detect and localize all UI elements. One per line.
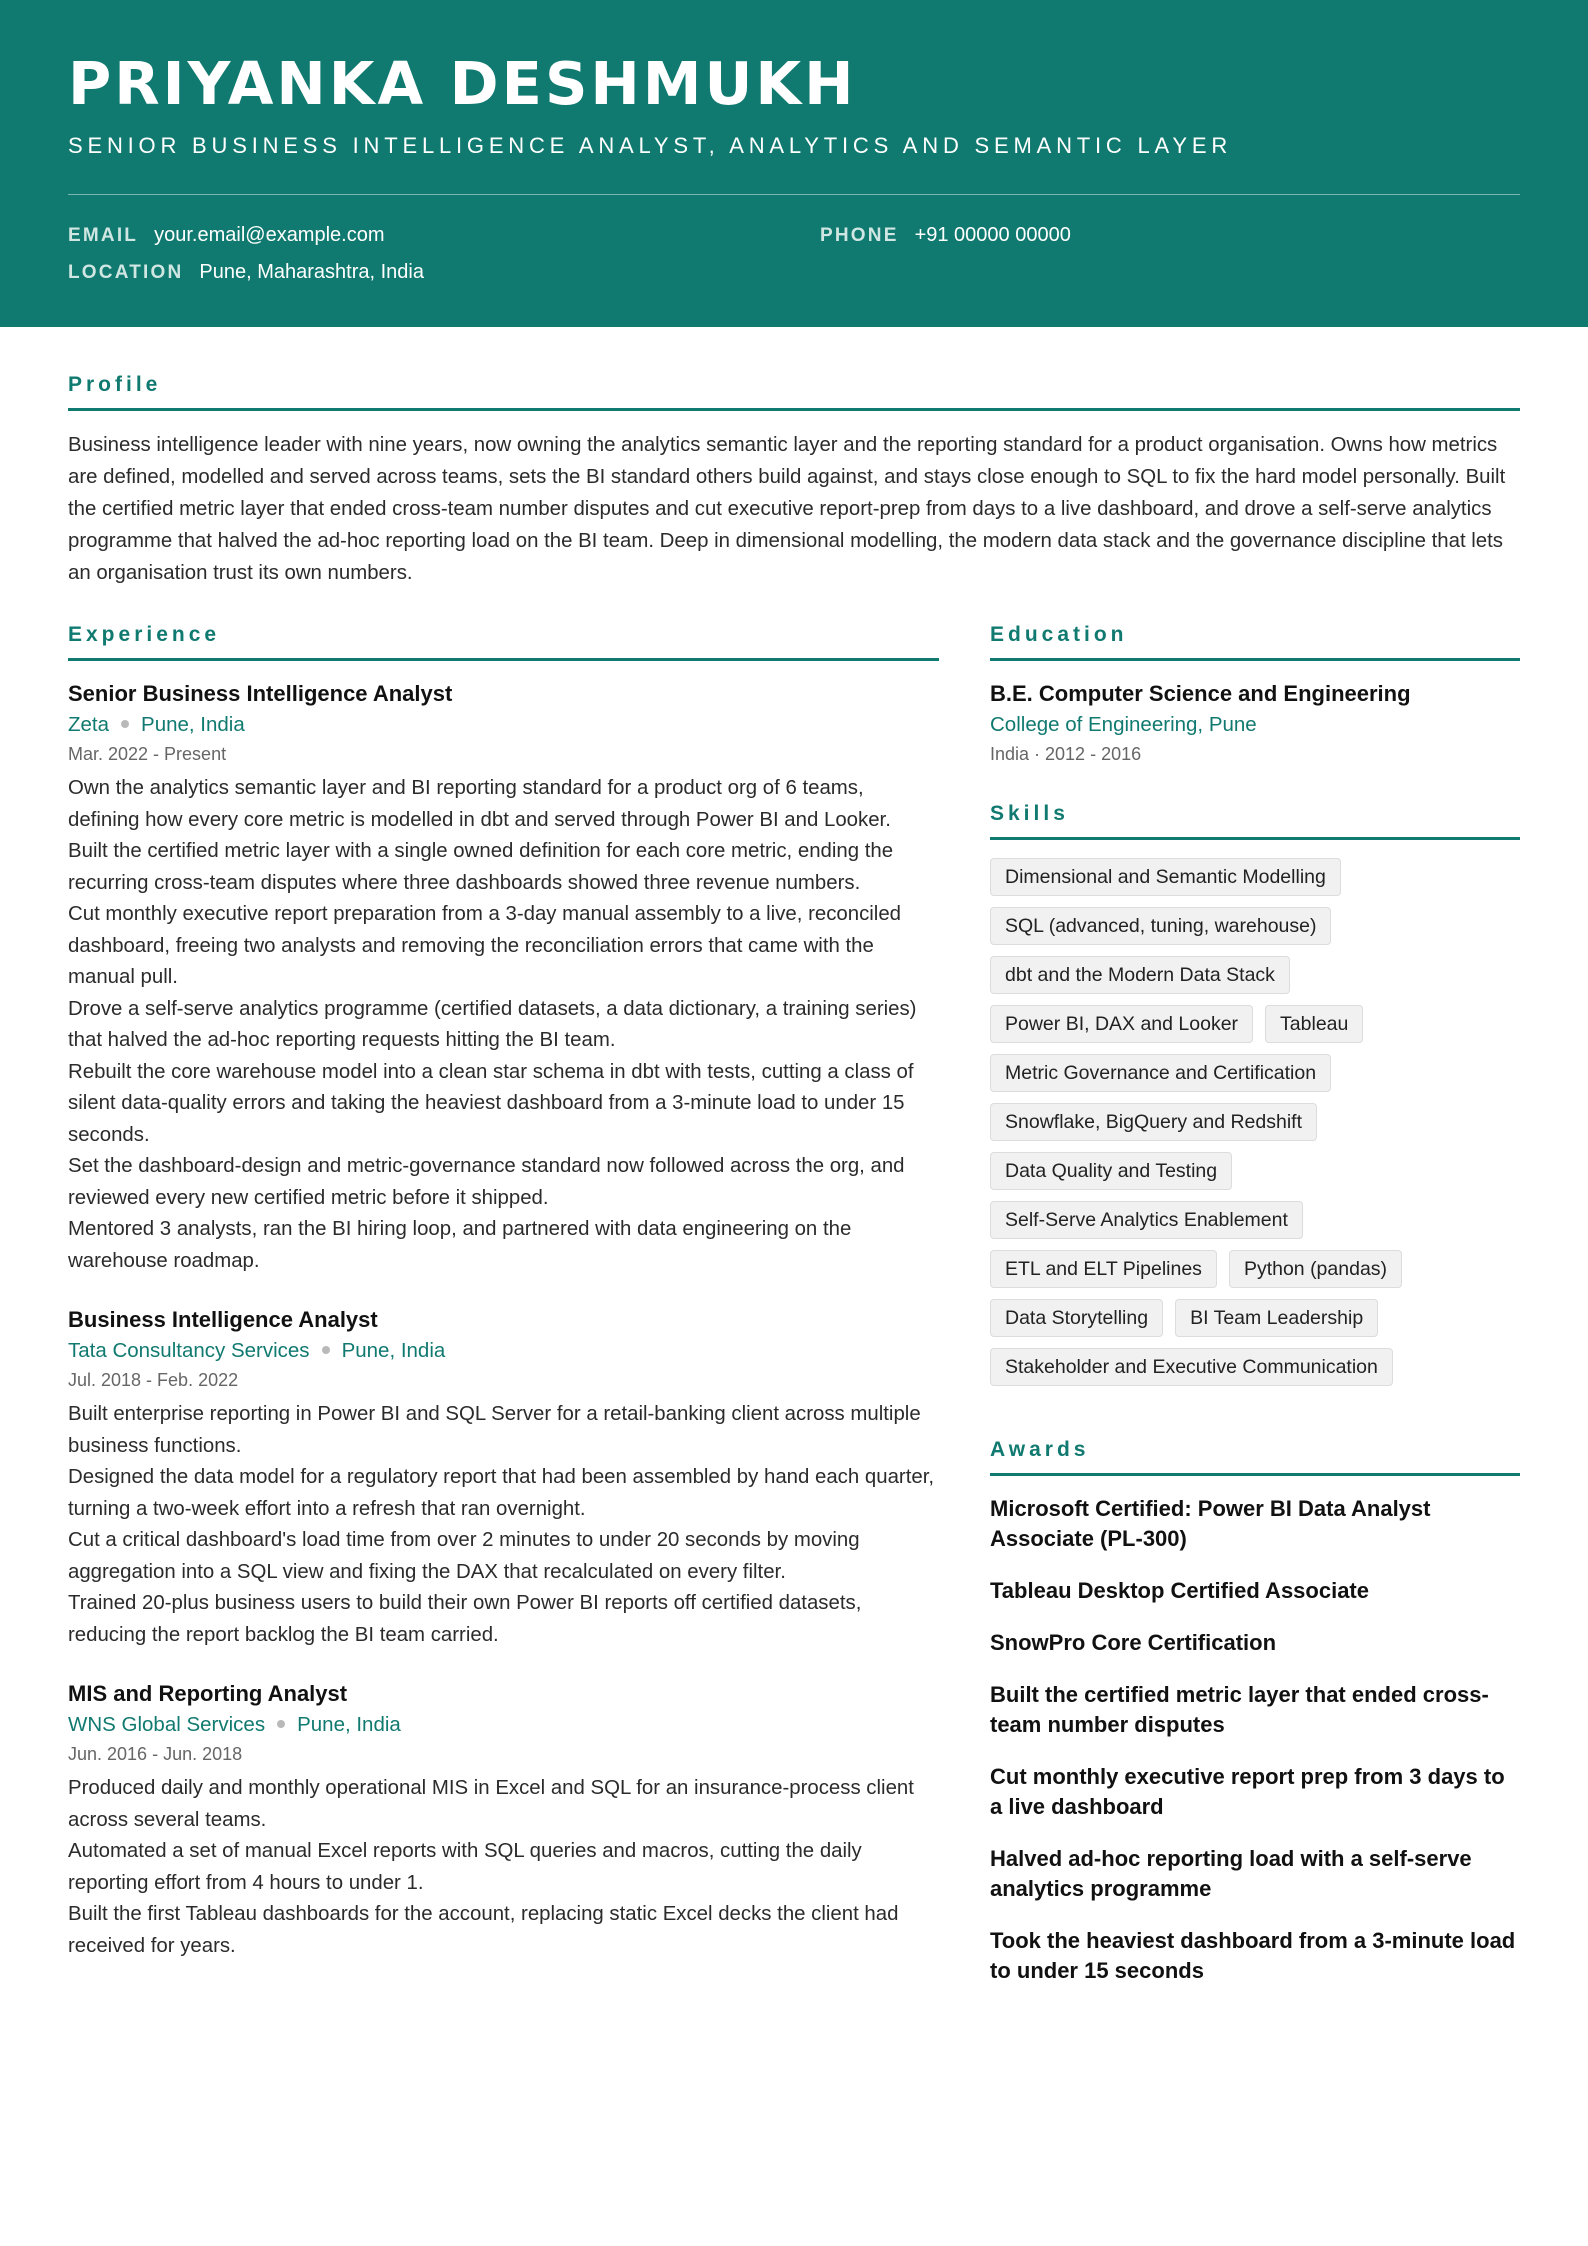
- job-org-line: [68, 1709, 939, 1741]
- job-title: MIS and Reporting Analyst: [68, 1681, 348, 1706]
- profile-heading: Profile: [68, 372, 1520, 411]
- job-org-line: [68, 709, 939, 741]
- education-meta: India · 2012 - 2016: [990, 744, 1142, 764]
- job-entry: [68, 679, 939, 1277]
- resume-header: [0, 0, 1588, 327]
- bullet-item: Produced daily and monthly operational MIS in Excel and SQL for an insurance-process client across several teams.: [68, 1777, 914, 1831]
- bullet-item: Built the certified metric layer with a single owned definition for each core metric, ending the recurring cross-team disputes where three dashboards showed three revenue numbers.: [68, 840, 894, 894]
- award-item: Took the heaviest dashboard from a 3-minute load to under 15 seconds: [990, 1928, 1516, 1983]
- awards-heading: Awards: [990, 1437, 1520, 1476]
- job-entry: [68, 1679, 939, 1962]
- phone-value[interactable]: +91 00000 00000: [914, 224, 1071, 246]
- job-entry: [68, 1305, 939, 1651]
- award-item: Cut monthly executive report prep from 3 days to a live dashboard: [990, 1764, 1505, 1819]
- skill-chip: Data Storytelling: [990, 1299, 1163, 1337]
- education-heading: Education: [990, 622, 1520, 661]
- skill-chip: Data Quality and Testing: [990, 1152, 1232, 1190]
- job-dates: Mar. 2022 - Present: [68, 744, 227, 764]
- location-row: [68, 254, 1520, 291]
- profile-text: Business intelligence leader with nine years, now owning the analytics semantic layer and the reporting standard for a product organisation. Owns how metrics are defined, modelled and served across teams, sets the BI standard others build against, and stays close enough to SQL to fix the hard model personally. Built the certified metric layer that ended cross-team number disputes and cut executive report-prep from days to a live dashboard, and drove a self-serve analytics programme that halved the ad-hoc reporting load on the BI team. Deep in dimensional modelling, the modern data stack and the governance discipline that lets an organisation trust its own numbers.: [68, 434, 1506, 584]
- experience-heading: Experience: [68, 622, 939, 661]
- skill-chip: ETL and ELT Pipelines: [990, 1250, 1217, 1288]
- job-location: Pune, India: [297, 1713, 401, 1736]
- job-list: [68, 679, 939, 1962]
- sidebar-column: [990, 622, 1520, 2008]
- job-dates: Jun. 2016 - Jun. 2018: [68, 1744, 243, 1764]
- company-name: Tata Consultancy Services: [68, 1339, 310, 1362]
- school: College of Engineering, Pune: [990, 713, 1257, 736]
- location-label: LOCATION: [68, 262, 184, 283]
- resume-body: [0, 327, 1588, 2008]
- skill-chip: Power BI, DAX and Looker: [990, 1005, 1253, 1043]
- job-bullets: [68, 1399, 939, 1651]
- bullet-item: Rebuilt the core warehouse model into a clean star schema in dbt with tests, cutting a class of silent data-quality errors and taking the heaviest dashboard from a 3-minute load to under 15 seconds.: [68, 1060, 914, 1146]
- job-location: Pune, India: [341, 1339, 446, 1362]
- skill-chips: [990, 858, 1520, 1397]
- awards-section: [990, 1437, 1520, 1986]
- experience-section: [68, 622, 939, 2008]
- skill-chip: Metric Governance and Certification: [990, 1054, 1331, 1092]
- header-divider: [68, 194, 1520, 195]
- job-location: Pune, India: [141, 713, 245, 736]
- bullet-item: Automated a set of manual Excel reports with SQL queries and macros, cutting the daily reporting effort from 4 hours to under 1.: [68, 1840, 862, 1894]
- two-column-layout: [68, 622, 1520, 2008]
- skill-chip: Tableau: [1265, 1005, 1363, 1043]
- skills-section: [990, 801, 1520, 1397]
- award-item: Tableau Desktop Certified Associate: [990, 1578, 1369, 1603]
- separator-dot: [277, 1720, 285, 1728]
- bullet-item: Drove a self-serve analytics programme (certified datasets, a data dictionary, a training series) that halved the ad-hoc reporting requests hitting the BI team.: [68, 997, 917, 1051]
- profile-section: [68, 327, 1520, 589]
- email-row: [68, 217, 1520, 254]
- bullet-item: Cut monthly executive report preparation from a 3-day manual assembly to a live, reconciled dashboard, freeing two analysts and removing the reconciliation errors that came with the manual pull.: [68, 903, 902, 988]
- skill-chip: SQL (advanced, tuning, warehouse): [990, 907, 1331, 945]
- education-section: [990, 622, 1520, 767]
- award-item: Halved ad-hoc reporting load with a self-serve analytics programme: [990, 1846, 1472, 1901]
- award-list: [990, 1494, 1520, 1986]
- company-name: Zeta: [68, 713, 110, 736]
- bullet-item: Set the dashboard-design and metric-governance standard now followed across the org, and reviewed every new certified metric before it shipped.: [68, 1155, 905, 1209]
- skill-chip: Python (pandas): [1229, 1250, 1402, 1288]
- bullet-item: Mentored 3 analysts, ran the BI hiring loop, and partnered with data engineering on the warehouse roadmap.: [68, 1218, 852, 1272]
- phone-row: [820, 217, 1071, 254]
- job-bullets: [68, 1773, 939, 1962]
- job-title: Senior Business Intelligence Analyst: [68, 681, 453, 706]
- email-value[interactable]: your.email@example.com: [154, 224, 385, 246]
- email-label: EMAIL: [68, 225, 139, 246]
- skill-chip: Stakeholder and Executive Communication: [990, 1348, 1393, 1386]
- skill-chip: dbt and the Modern Data Stack: [990, 956, 1290, 994]
- separator-dot: [322, 1346, 330, 1354]
- phone-label: PHONE: [820, 225, 899, 246]
- job-org-line: [68, 1335, 939, 1367]
- bullet-item: Designed the data model for a regulatory report that had been assembled by hand each quarter, turning a two-week effort into a refresh that ran overnight.: [68, 1466, 935, 1520]
- skill-chip: Snowflake, BigQuery and Redshift: [990, 1103, 1317, 1141]
- award-item: Built the certified metric layer that ended cross-team number disputes: [990, 1682, 1489, 1737]
- job-dates: Jul. 2018 - Feb. 2022: [68, 1370, 239, 1390]
- bullet-item: Built the first Tableau dashboards for the account, replacing static Excel decks the client had received for years.: [68, 1903, 899, 1957]
- company-name: WNS Global Services: [68, 1713, 266, 1736]
- degree: B.E. Computer Science and Engineering: [990, 681, 1411, 706]
- skills-heading: Skills: [990, 801, 1520, 840]
- skill-chip: Self-Serve Analytics Enablement: [990, 1201, 1303, 1239]
- education-entry: [990, 679, 1520, 767]
- bullet-item: Trained 20-plus business users to build their own Power BI reports off certified datasets, reducing the report backlog the BI team carried.: [68, 1592, 862, 1646]
- contact-block: [68, 217, 1520, 291]
- candidate-title: SENIOR BUSINESS INTELLIGENCE ANALYST, ANALYTICS AND SEMANTIC LAYER: [68, 133, 1233, 158]
- job-title: Business Intelligence Analyst: [68, 1307, 378, 1332]
- skill-chip: Dimensional and Semantic Modelling: [990, 858, 1341, 896]
- bullet-item: Own the analytics semantic layer and BI reporting standard for a product org of 6 teams, defining how every core metric is modelled in dbt and served through Power BI and Looker.: [68, 777, 891, 831]
- award-item: Microsoft Certified: Power BI Data Analyst Associate (PL-300): [990, 1496, 1431, 1551]
- job-bullets: [68, 773, 939, 1277]
- bullet-item: Built enterprise reporting in Power BI and SQL Server for a retail-banking client across multiple business functions.: [68, 1403, 921, 1457]
- candidate-name: PRIYANKA DESHMUKH: [68, 49, 857, 118]
- separator-dot: [121, 720, 129, 728]
- bullet-item: Cut a critical dashboard's load time from over 2 minutes to under 20 seconds by moving aggregation into a SQL view and fixing the DAX that recalculated on every filter.: [68, 1529, 860, 1583]
- location-value: Pune, Maharashtra, India: [199, 261, 424, 283]
- award-item: SnowPro Core Certification: [990, 1630, 1277, 1655]
- skill-chip: BI Team Leadership: [1175, 1299, 1378, 1337]
